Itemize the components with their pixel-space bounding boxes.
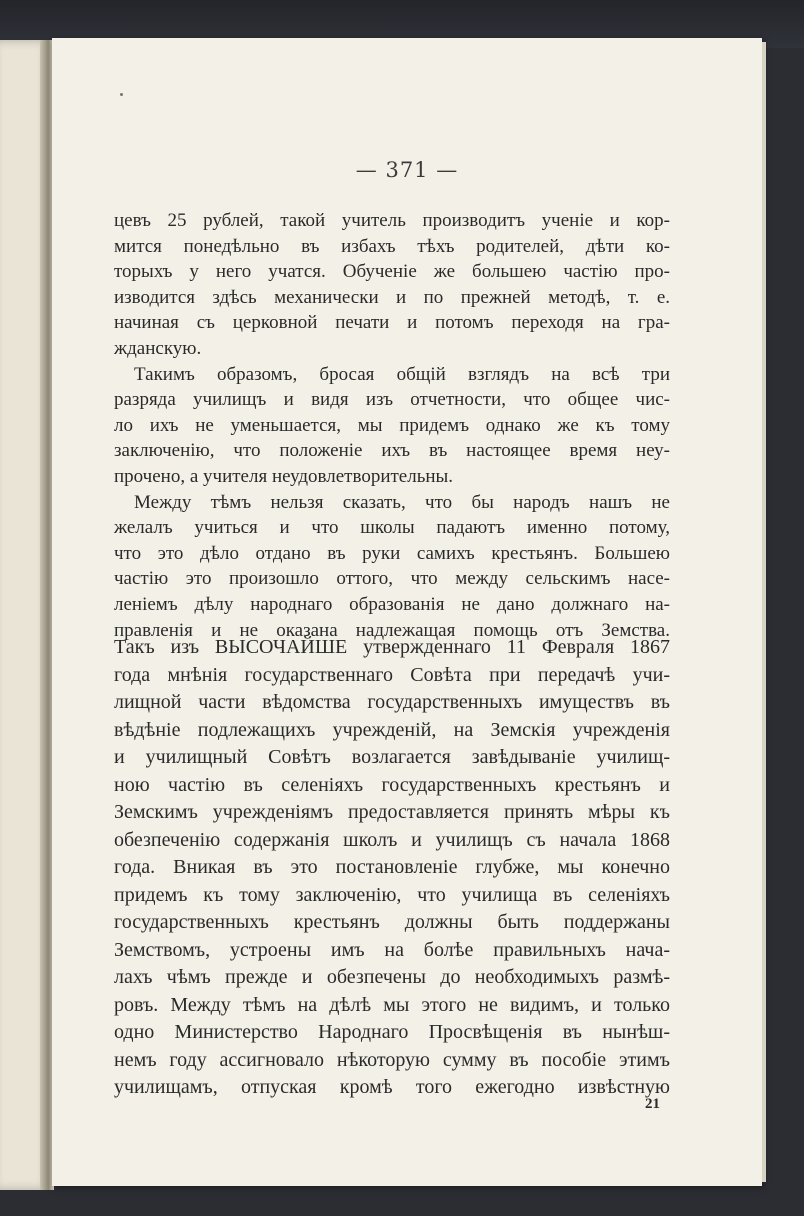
text-line: жданскую.: [114, 337, 202, 359]
text-line: частію это произошло оттого, что между сельскимъ насе-: [114, 568, 670, 590]
text-line: государственныхъ крестьянъ должны быть поддержаны: [114, 911, 670, 933]
text-line: торыхъ у него учатся. Обученіе же большею частію про-: [114, 261, 670, 283]
text-line: мится понедѣльно въ избахъ тѣхъ родителей, дѣти ко-: [114, 235, 670, 257]
text-line: лищной части вѣдомства государственныхъ имуществъ въ: [114, 691, 670, 713]
text-line: начиная съ церковной печати и потомъ переходя на гра-: [114, 312, 670, 334]
page-edge: [762, 42, 766, 1182]
paper-speck: [120, 93, 123, 96]
text-line: училищамъ, отпуская кромѣ того ежегодно извѣстную: [114, 1076, 670, 1098]
text-line: правленія и не оказана надлежащая помощь отъ Земства.: [114, 619, 670, 641]
text-line: желалъ учиться и что школы падаютъ именно потому,: [114, 517, 670, 539]
text-line: изводится здѣсь механически и по прежней методѣ, т. е.: [114, 286, 670, 308]
page-number-header: — 371 —: [355, 158, 459, 182]
text-line: прочено, а учителя неудовлетворительны.: [114, 465, 454, 487]
text-line: Такъ изъ ВЫСОЧАЙШЕ утвержденнаго 11 Февраля 1867: [114, 636, 670, 658]
signature-mark: 21: [645, 1096, 660, 1112]
text-line: одно Министерство Народнаго Просвѣщенія въ нынѣш-: [114, 1021, 670, 1043]
text-line: придемъ къ тому заключенію, что училища въ селеніяхъ: [114, 883, 670, 906]
text-line: года мнѣнія государственнаго Совѣта при передачѣ учи-: [114, 663, 670, 686]
text-line: немъ году ассигновало нѣкоторую сумму въ пособіе этимъ: [114, 1048, 670, 1071]
text-line: ровъ. Между тѣмъ на дѣлѣ мы этого не видимъ, и только: [114, 993, 670, 1016]
text-line: разряда училищъ и видя изъ отчетности, что общее чис-: [114, 389, 670, 411]
text-line: Такимъ образомъ, бросая общій взглядъ на всѣ три: [134, 363, 670, 385]
text-line: заключенію, что положеніе ихъ въ настоящее время неу-: [114, 440, 670, 462]
text-line: Между тѣмъ нельзя сказать, что бы народъ нашъ не: [134, 491, 670, 513]
text-line: лахъ чѣмъ прежде и обезпечены до необходимыхъ размѣ-: [114, 966, 670, 988]
body-text-bottom: [114, 635, 670, 1103]
text-line: леніемъ дѣлу народнаго образованія не дано должнаго на-: [114, 593, 670, 615]
text-line: вѣдѣніе подлежащихъ учрежденій, на Земскія учрежденія: [114, 718, 670, 741]
text-line: ною частію въ селеніяхъ государственныхъ крестьянъ и: [114, 773, 670, 796]
text-line: года. Вникая въ это постановленіе глубже, мы конечно: [114, 856, 670, 878]
text-line: Земскимъ учрежденіямъ предоставляется принять мѣры къ: [114, 801, 670, 823]
text-line: цевъ 25 рублей, такой учитель производитъ ученіе и кор-: [114, 210, 670, 231]
text-line: Земствомъ, устроены имъ на болѣе правильныхъ нача-: [114, 938, 670, 961]
text-line: обезпеченію содержанія школъ и училищъ съ начала 1868: [114, 828, 670, 851]
body-text-top: [114, 208, 670, 643]
text-line: ло ихъ не уменьшается, мы придемъ однако же къ тому: [114, 414, 670, 436]
text-line: что это дѣло отдано въ руки самихъ крестьянъ. Большею: [114, 542, 670, 564]
text-line: и училищный Совѣтъ возлагается завѣдываніе училищ-: [114, 746, 670, 768]
book-page: [52, 38, 762, 1186]
